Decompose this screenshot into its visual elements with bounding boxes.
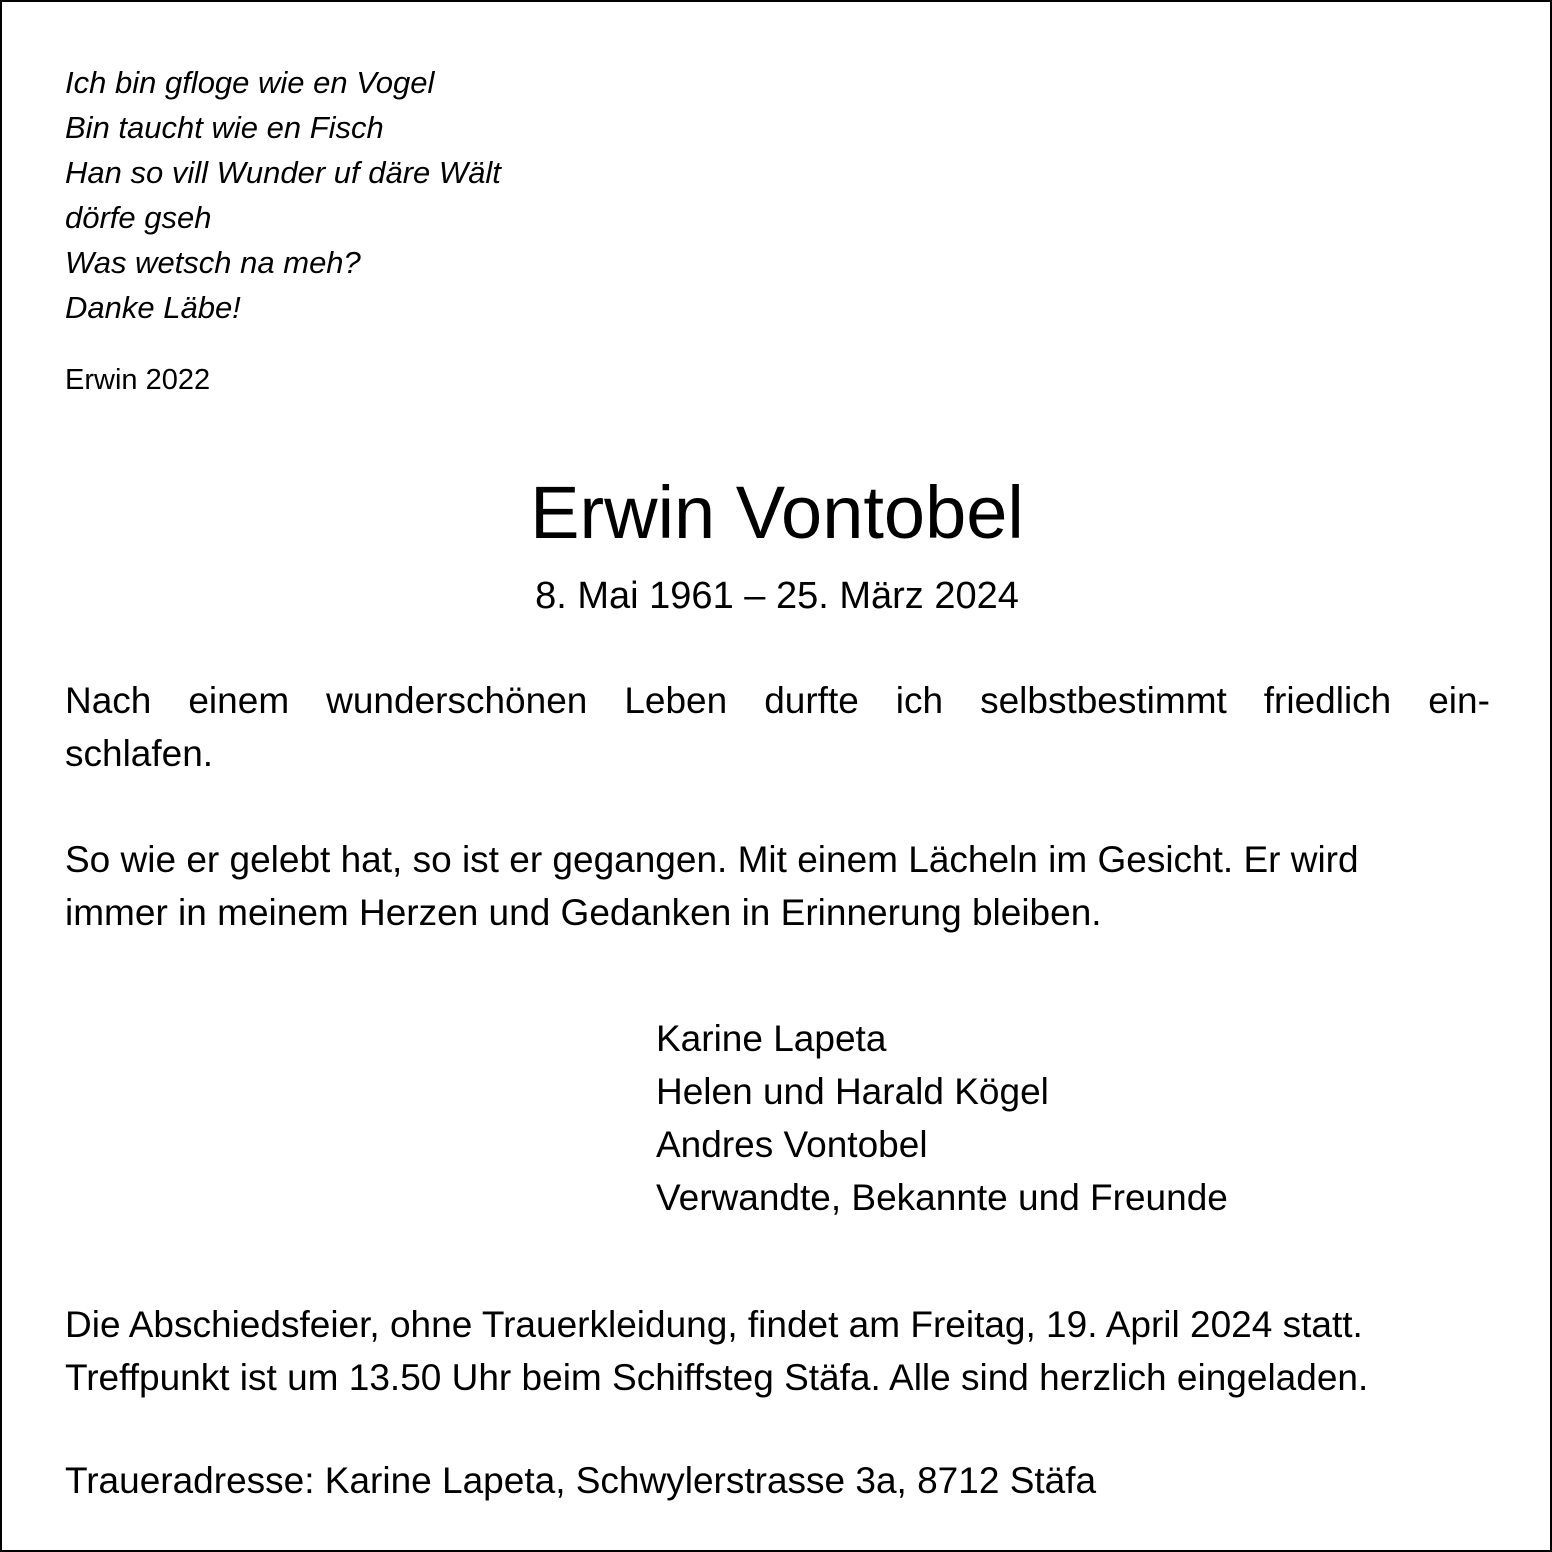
deceased-name: Erwin Vontobel [530, 471, 1024, 554]
poem-line: Bin taucht wie en Fisch [65, 110, 384, 145]
word: einem [188, 680, 290, 721]
mourner-name: Andres Vontobel [656, 1124, 928, 1165]
word: wunderschönen [326, 680, 588, 721]
word: durfte [764, 680, 859, 721]
mourner-name: Verwandte, Bekannte und Freunde [656, 1177, 1228, 1218]
poem-line: Han so vill Wunder uf däre Wält [65, 155, 501, 190]
mourners-list [656, 1012, 1228, 1224]
poem-line: dörfe gseh [65, 200, 212, 235]
mourner-name: Karine Lapeta [656, 1018, 887, 1059]
remembrance-line-1: So wie er gelebt hat, so ist er gegangen. Mit einem Lächeln im Gesicht. Er wird [65, 839, 1359, 880]
word: friedlich [1263, 680, 1392, 721]
ceremony-line-1: Die Abschiedsfeier, ohne Trauerkleidung, findet am Freitag, 19. April 2024 statt. [65, 1304, 1363, 1345]
word: selbstbestimmt [980, 680, 1227, 721]
poem-line: Danke Läbe! [65, 290, 241, 325]
life-dates: 8. Mai 1961 – 25. März 2024 [535, 575, 1019, 617]
poem-line: Was wetsch na meh? [65, 245, 361, 280]
farewell-paragraph [65, 674, 1490, 780]
mourner-name: Helen und Harald Kögel [656, 1071, 1049, 1112]
poem-line: Ich bin gfloge wie en Vogel [65, 65, 435, 100]
remembrance-paragraph [65, 833, 1490, 939]
remembrance-line-2: immer in meinem Herzen und Gedanken in Erinnerung bleiben. [65, 892, 1102, 933]
mourning-address: Traueradresse: Karine Lapeta, Schwylerstrasse 3a, 8712 Stäfa [65, 1460, 1097, 1501]
word: Nach [65, 680, 152, 721]
ceremony-info [65, 1298, 1490, 1404]
farewell-line-1 [65, 674, 1490, 727]
farewell-line-2: schlafen. [65, 733, 214, 774]
poem [65, 60, 501, 330]
poem-signature: Erwin 2022 [65, 364, 211, 396]
word: ein- [1428, 680, 1490, 721]
ceremony-line-2: Treffpunkt ist um 13.50 Uhr beim Schiffsteg Stäfa. Alle sind herzlich eingeladen. [65, 1357, 1369, 1398]
word: ich [895, 680, 944, 721]
word: Leben [624, 680, 728, 721]
